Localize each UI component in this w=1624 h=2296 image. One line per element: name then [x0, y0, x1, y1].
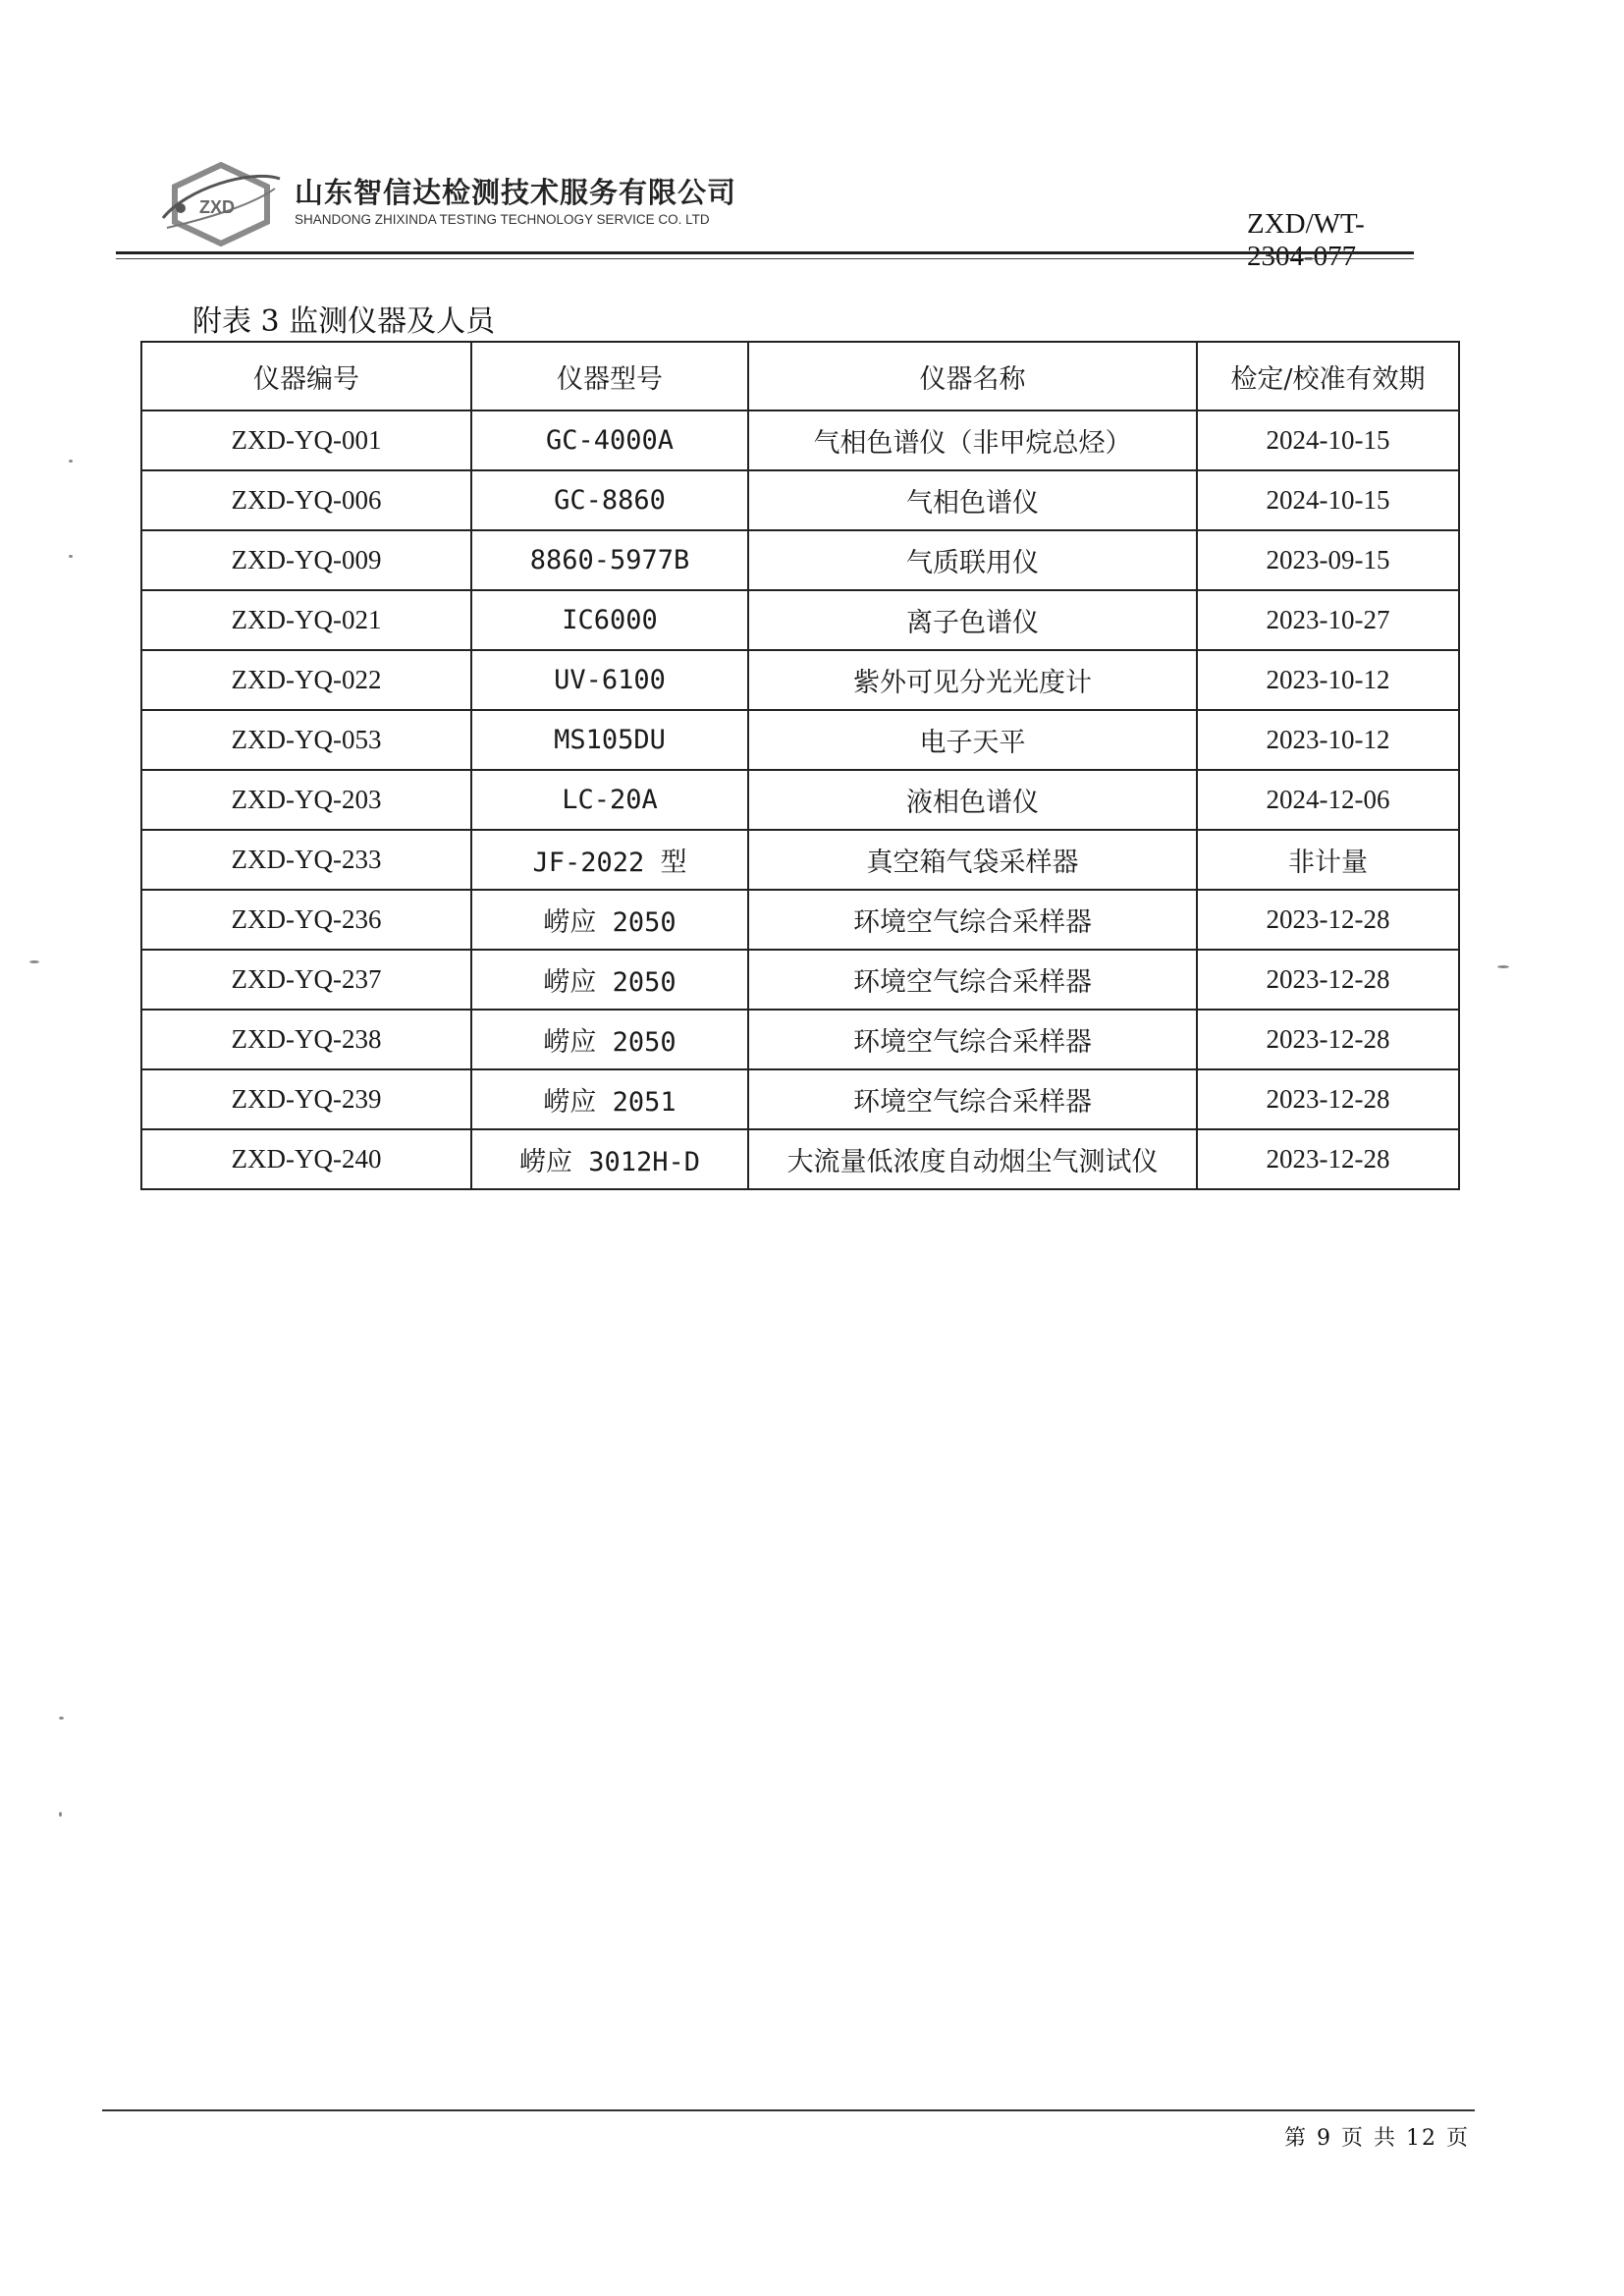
instrument-id-cell: ZXD-YQ-203: [141, 770, 471, 830]
instrument-name-cell: 真空箱气袋采样器: [748, 830, 1197, 890]
scan-speck: [1497, 965, 1509, 968]
page-number: 第 9 页 共 12 页: [1284, 2126, 1470, 2151]
instrument-name-cell: 气质联用仪: [748, 530, 1197, 590]
table-row: [141, 1010, 1459, 1069]
instrument-id-cell: ZXD-YQ-053: [141, 710, 471, 770]
calibration-date-cell: 非计量: [1197, 830, 1459, 890]
page-header: [157, 159, 1424, 272]
scan-speck: [29, 960, 39, 963]
instrument-model-cell: LC-20A: [471, 770, 748, 830]
instrument-model-cell: JF-2022 型: [471, 830, 748, 890]
instrument-id-cell: ZXD-YQ-238: [141, 1010, 471, 1069]
calibration-date-cell: 2023-12-28: [1197, 1069, 1459, 1129]
table-row: [141, 830, 1459, 890]
instrument-id-cell: ZXD-YQ-237: [141, 950, 471, 1010]
instrument-model-cell: 崂应 2050: [471, 890, 748, 950]
instrument-name-cell: 离子色谱仪: [748, 590, 1197, 650]
instrument-id-cell: ZXD-YQ-233: [141, 830, 471, 890]
instrument-model-cell: GC-4000A: [471, 410, 748, 470]
table-row: [141, 770, 1459, 830]
instrument-model-cell: 8860-5977B: [471, 530, 748, 590]
instrument-id-cell: ZXD-YQ-009: [141, 530, 471, 590]
table-header-row: [141, 342, 1459, 410]
company-name-cn: 山东智信达检测技术服务有限公司: [295, 176, 737, 209]
calibration-date-cell: 2024-12-06: [1197, 770, 1459, 830]
table-row: [141, 590, 1459, 650]
table-body: [141, 410, 1459, 1189]
instrument-name-cell: 环境空气综合采样器: [748, 1069, 1197, 1129]
logo-text: ZXD: [199, 197, 235, 217]
calibration-date-cell: 2023-09-15: [1197, 530, 1459, 590]
instrument-model-cell: GC-8860: [471, 470, 748, 530]
header-instrument-id: 仪器编号: [141, 342, 471, 410]
scan-speck: [69, 460, 73, 463]
instrument-name-cell: 液相色谱仪: [748, 770, 1197, 830]
calibration-date-cell: 2023-10-12: [1197, 650, 1459, 710]
calibration-date-cell: 2023-12-28: [1197, 950, 1459, 1010]
instrument-name-cell: 环境空气综合采样器: [748, 950, 1197, 1010]
table-row: [141, 710, 1459, 770]
instrument-id-cell: ZXD-YQ-240: [141, 1129, 471, 1189]
header-instrument-name: 仪器名称: [748, 342, 1197, 410]
instrument-model-cell: 崂应 2051: [471, 1069, 748, 1129]
company-name-en: SHANDONG ZHIXINDA TESTING TECHNOLOGY SERVICE CO. LTD: [295, 212, 710, 227]
instrument-name-cell: 气相色谱仪（非甲烷总烃）: [748, 410, 1197, 470]
instrument-id-cell: ZXD-YQ-006: [141, 470, 471, 530]
scan-speck: [59, 1717, 64, 1720]
instrument-id-cell: ZXD-YQ-236: [141, 890, 471, 950]
instrument-model-cell: 崂应 3012H-D: [471, 1129, 748, 1189]
instrument-model-cell: 崂应 2050: [471, 950, 748, 1010]
table-caption: 附表 3 监测仪器及人员: [192, 304, 496, 339]
table-row: [141, 890, 1459, 950]
instrument-id-cell: ZXD-YQ-239: [141, 1069, 471, 1129]
instrument-model-cell: IC6000: [471, 590, 748, 650]
table-row: [141, 1069, 1459, 1129]
table-row: [141, 410, 1459, 470]
instrument-name-cell: 环境空气综合采样器: [748, 1010, 1197, 1069]
table-row: [141, 650, 1459, 710]
calibration-date-cell: 2023-10-27: [1197, 590, 1459, 650]
header-rule: [116, 251, 1414, 254]
document-code: ZXD/WT-2304-077: [1247, 208, 1365, 272]
instrument-name-cell: 电子天平: [748, 710, 1197, 770]
instrument-name-cell: 大流量低浓度自动烟尘气测试仪: [748, 1129, 1197, 1189]
calibration-date-cell: 2023-12-28: [1197, 890, 1459, 950]
instrument-id-cell: ZXD-YQ-001: [141, 410, 471, 470]
instrument-name-cell: 环境空气综合采样器: [748, 890, 1197, 950]
calibration-date-cell: 2024-10-15: [1197, 470, 1459, 530]
table-row: [141, 470, 1459, 530]
instrument-model-cell: UV-6100: [471, 650, 748, 710]
calibration-date-cell: 2023-10-12: [1197, 710, 1459, 770]
scan-speck: [69, 555, 73, 558]
header-instrument-model: 仪器型号: [471, 342, 748, 410]
calibration-date-cell: 2023-12-28: [1197, 1010, 1459, 1069]
calibration-date-cell: 2023-12-28: [1197, 1129, 1459, 1189]
scan-speck: [59, 1812, 62, 1817]
zxd-logo-icon: [157, 159, 285, 247]
instrument-model-cell: 崂应 2050: [471, 1010, 748, 1069]
instrument-model-cell: MS105DU: [471, 710, 748, 770]
footer-rule: [102, 2109, 1475, 2111]
instrument-name-cell: 气相色谱仪: [748, 470, 1197, 530]
instrument-id-cell: ZXD-YQ-022: [141, 650, 471, 710]
calibration-date-cell: 2024-10-15: [1197, 410, 1459, 470]
instrument-id-cell: ZXD-YQ-021: [141, 590, 471, 650]
table-row: [141, 950, 1459, 1010]
table-row: [141, 1129, 1459, 1189]
instrument-table: [140, 341, 1460, 1190]
header-calibration-validity: 检定/校准有效期: [1197, 342, 1459, 410]
table-row: [141, 530, 1459, 590]
instrument-name-cell: 紫外可见分光光度计: [748, 650, 1197, 710]
header-rule-thin: [116, 258, 1414, 259]
company-logo: [157, 159, 285, 247]
